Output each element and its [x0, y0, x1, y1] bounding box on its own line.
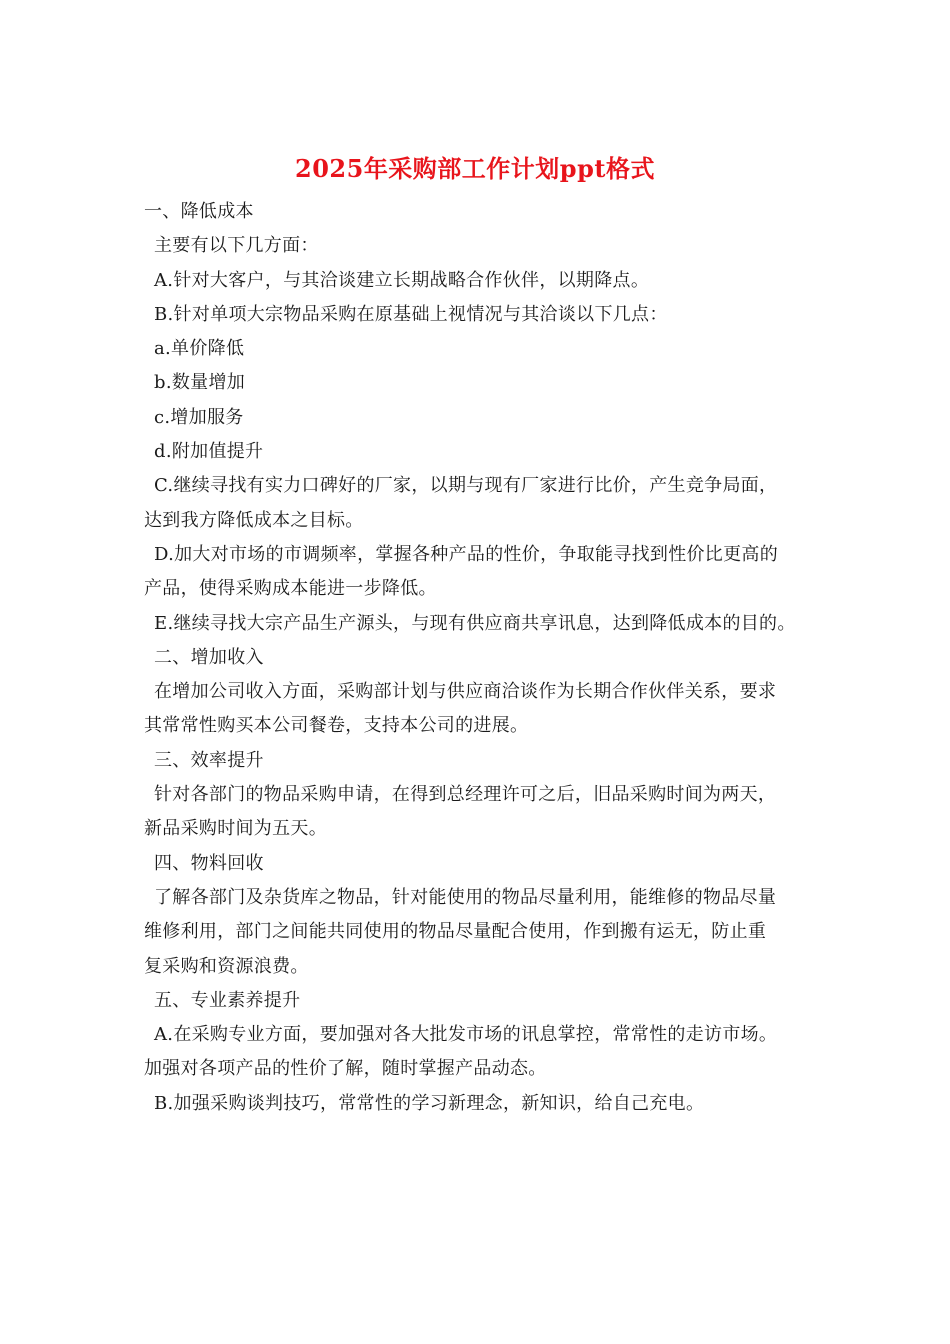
sub-item-a: a.单价降低 [154, 338, 245, 360]
paragraph-line: 主要有以下几方面： [154, 235, 319, 257]
heading-cost-reduction: 一、降低成本 [144, 201, 254, 222]
list-item-d: D.加大对市场的市调频率，掌握各种产品的性价，争取能寻找到性价比更高的 [154, 543, 779, 565]
paragraph-line: 其常常性购买本公司餐卷，支持本公司的进展。 [144, 715, 529, 737]
list-item-a: A.在采购专业方面，要加强对各大批发市场的讯息掌控，常常性的走访市场。 [154, 1024, 778, 1046]
list-item-c: C.继续寻找有实力口碑好的厂家，以期与现有厂家进行比价，产生竞争局面， [154, 475, 778, 497]
paragraph-line: 维修利用，部门之间能共同使用的物品尽量配合使用，作到搬有运无，防止重 [144, 921, 767, 943]
heading-professional-quality: 五、专业素养提升 [154, 989, 301, 1011]
heading-material-recycling: 四、物料回收 [154, 852, 264, 874]
sub-item-c: c.增加服务 [154, 406, 244, 428]
sub-item-d: d.附加值提升 [154, 441, 264, 463]
paragraph-line: 达到我方降低成本之目标。 [144, 509, 364, 531]
paragraph-line: 加强对各项产品的性价了解，随时掌握产品动态。 [144, 1058, 547, 1080]
document-body [144, 195, 824, 1121]
list-item-b: B.针对单项大宗物品采购在原基础上视情况与其洽谈以下几点： [154, 303, 668, 325]
heading-increase-income: 二、增加收入 [154, 646, 264, 668]
paragraph-line: 复采购和资源浪费。 [144, 955, 309, 977]
sub-item-b: b.数量增加 [154, 372, 246, 394]
paragraph-line: 了解各部门及杂货库之物品，针对能使用的物品尽量利用，能维修的物品尽量 [154, 886, 777, 908]
paragraph-line: 新品采购时间为五天。 [144, 818, 327, 840]
list-item-b: B.加强采购谈判技巧，常常性的学习新理念，新知识，给自己充电。 [154, 1092, 705, 1114]
paragraph-line: 在增加公司收入方面，采购部计划与供应商洽谈作为长期合作伙伴关系，要求 [154, 681, 777, 703]
list-item-e: E.继续寻找大宗产品生产源头，与现有供应商共享讯息，达到降低成本的目的。 [154, 612, 796, 634]
heading-efficiency: 三、效率提升 [154, 749, 264, 771]
paragraph-line: 产品，使得采购成本能进一步降低。 [144, 578, 437, 600]
paragraph-line: 针对各部门的物品采购申请，在得到总经理许可之后，旧品采购时间为两天， [154, 784, 777, 806]
document-title: 2025年采购部工作计划ppt格式 [295, 154, 655, 183]
list-item-a: A.针对大客户，与其洽谈建立长期战略合作伙伴，以期降点。 [154, 269, 650, 291]
